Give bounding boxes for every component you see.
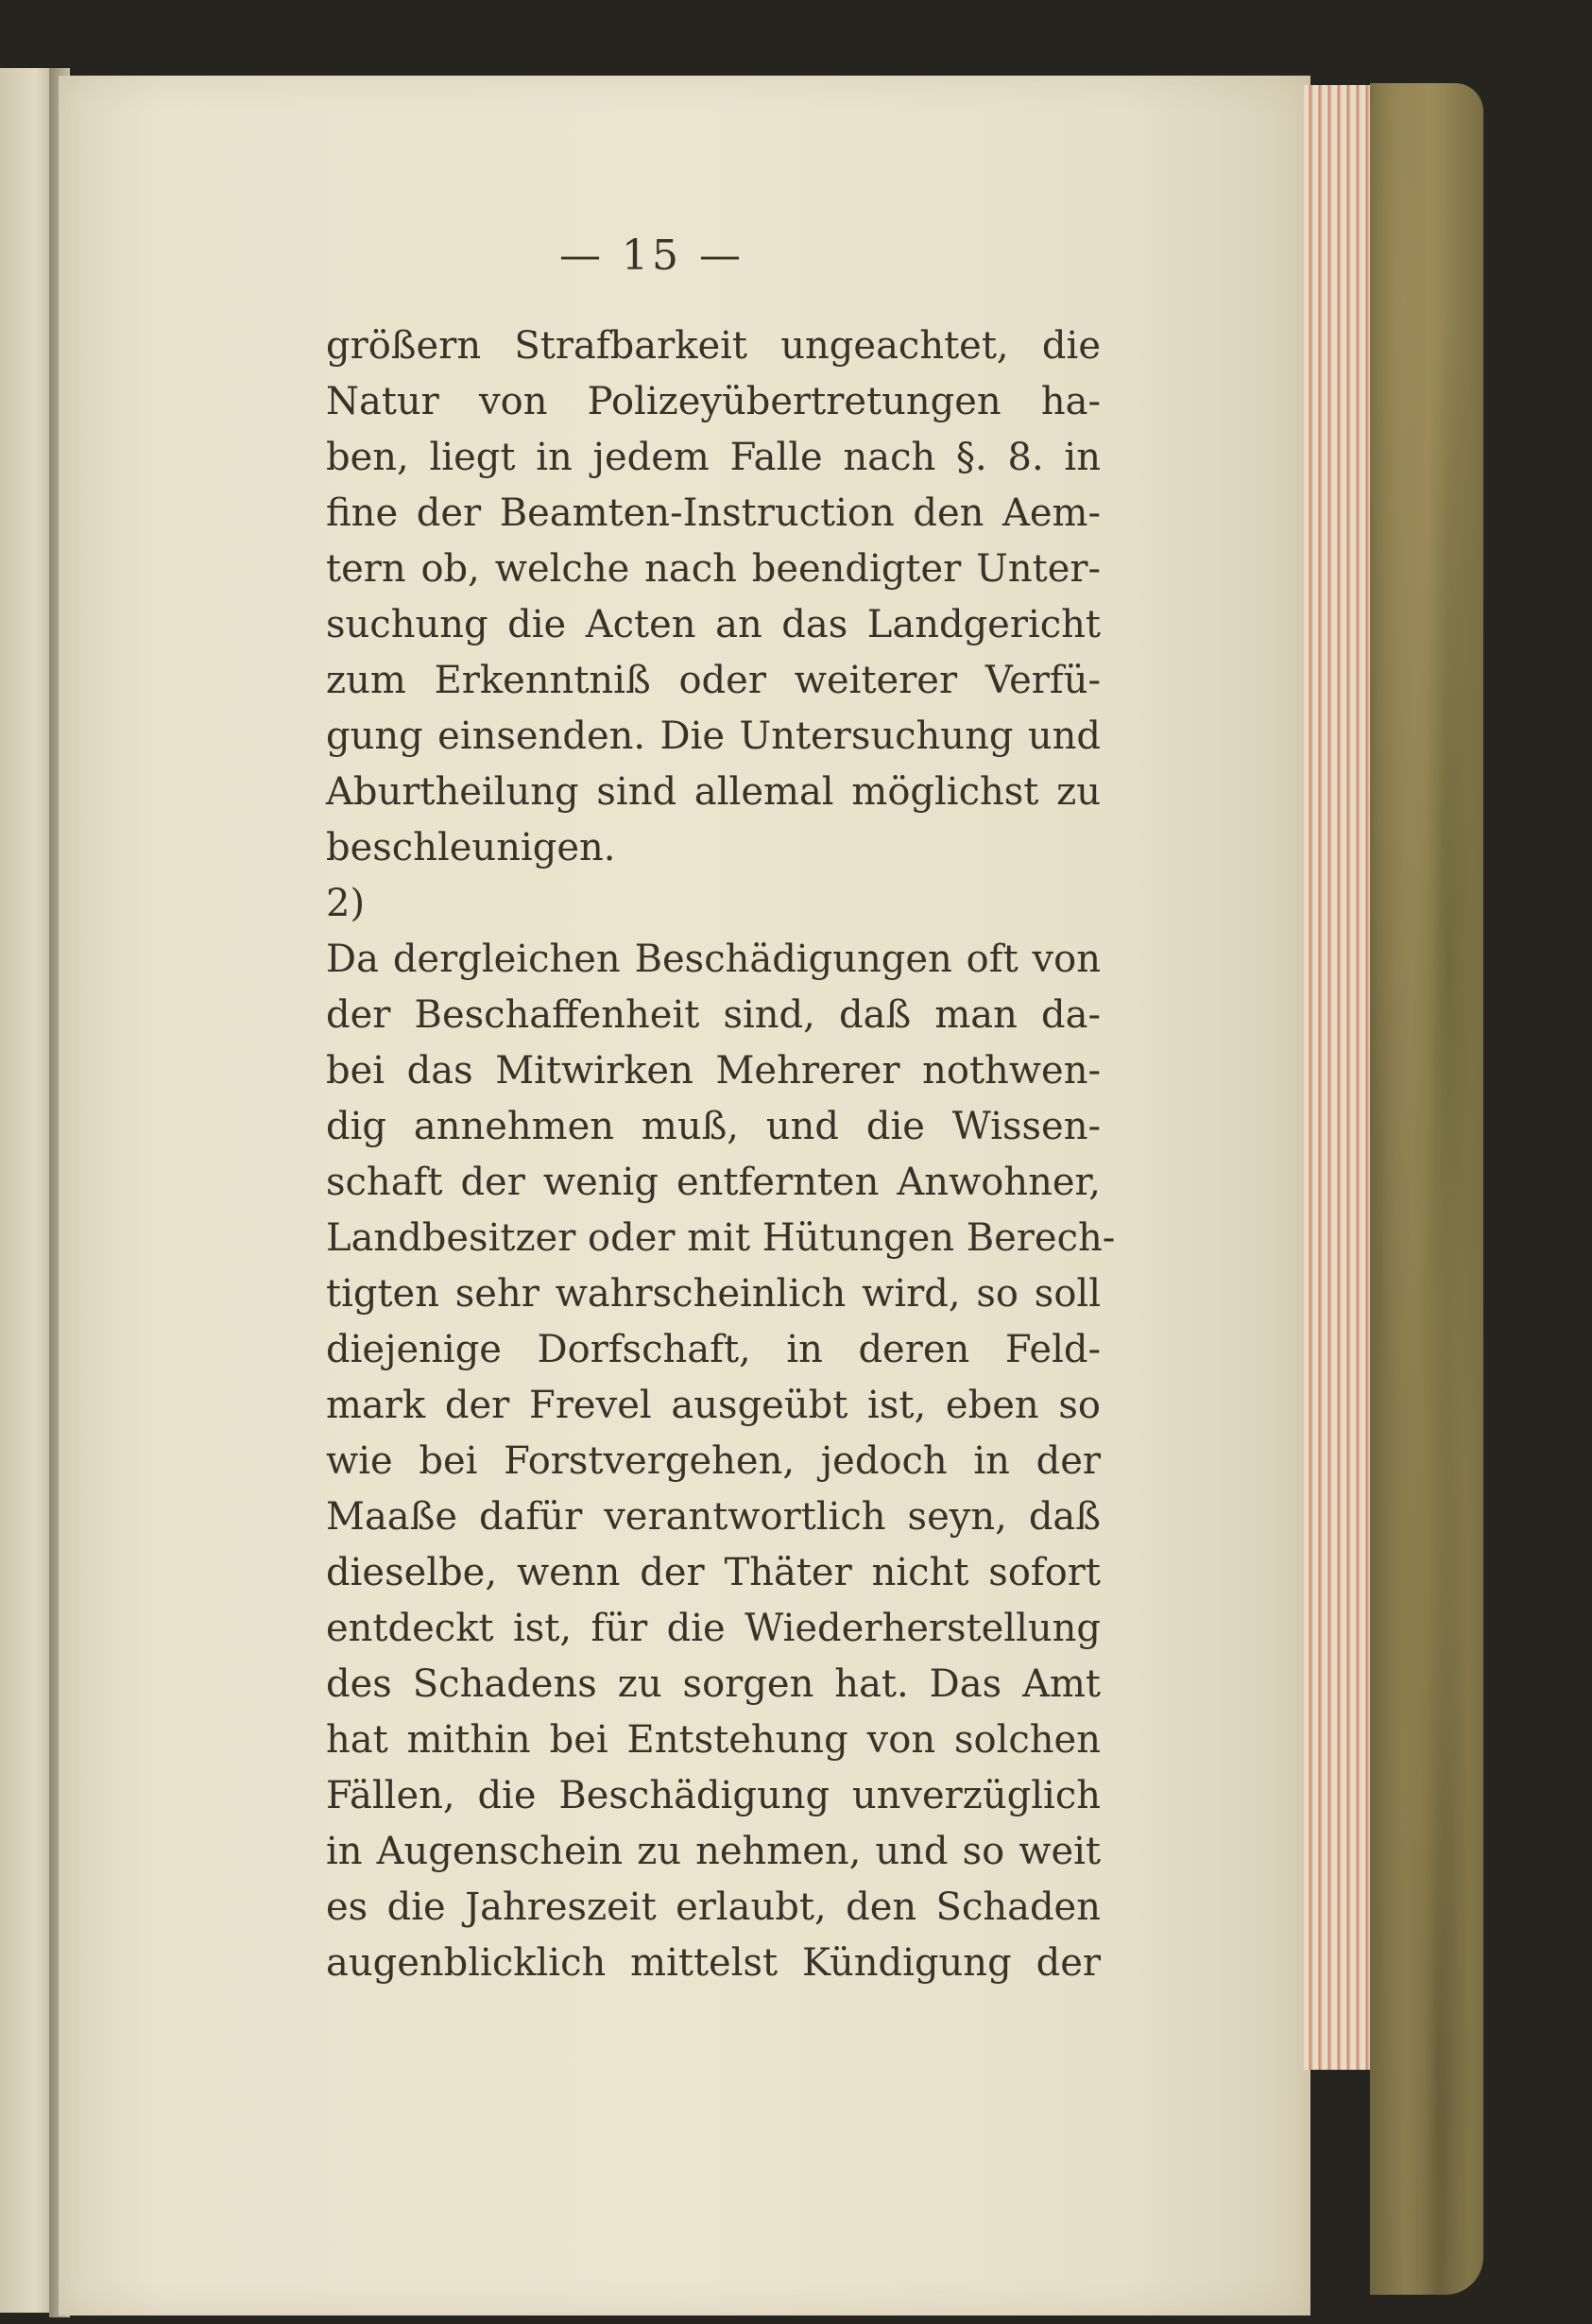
text-line: Fällen, die Beschädigung unverzüglich [326, 1774, 1101, 1817]
text-line: es die Jahreszeit erlaubt, den Schaden [326, 1885, 1101, 1929]
text-line: Landbesitzer oder mit Hütungen Berech- [326, 1216, 1116, 1260]
text-line: Aburtheilung sind allemal möglichst zu [326, 770, 1101, 814]
text-line: dieselbe, wenn der Thäter nicht sofort [326, 1551, 1101, 1594]
text-line: in Augenschein zu nehmen, und so weit [326, 1830, 1101, 1873]
text-line: Natur von Polizeyübertretungen ha- [326, 380, 1101, 423]
text-line: bei das Mitwirken Mehrerer nothwen- [326, 1049, 1101, 1093]
text-line: größern Strafbarkeit ungeachtet, die [326, 324, 1101, 368]
list-item [326, 876, 1101, 988]
text-line: suchung die Acten an das Landgericht [326, 603, 1101, 646]
text-line: entdeckt ist, für die Wiederherstellung [326, 1607, 1101, 1650]
text-block [326, 318, 1116, 1991]
text-line: mark der Frevel ausgeübt ist, eben so [326, 1384, 1101, 1427]
text-line: zum Erkenntniß oder weiterer Verfü- [326, 659, 1101, 702]
text-line: fine der Beamten-Instruction den Aem- [326, 491, 1101, 535]
marbled-cover [1370, 83, 1483, 2295]
text-line: Maaße dafür verantwortlich seyn, daß [326, 1495, 1101, 1539]
text-line: augenblicklich mittelst Kündigung der [326, 1941, 1101, 1985]
text-line: der Beschaffenheit sind, daß man da- [326, 993, 1101, 1037]
text-line: dig annehmen muß, und die Wissen- [326, 1105, 1101, 1148]
text-line: wie bei Forstvergehen, jedoch in der [326, 1439, 1101, 1483]
text-line: gung einsenden. Die Untersuchung und [326, 714, 1101, 758]
text-line: beschleunigen. [326, 826, 616, 869]
text-line: tigten sehr wahrscheinlich wird, so soll [326, 1272, 1101, 1316]
text-line: hat mithin bei Entstehung von solchen [326, 1718, 1101, 1762]
text-line: schaft der wenig entfernten Anwohner, [326, 1161, 1101, 1204]
text-line: Da dergleichen Beschädigungen oft von [326, 938, 1101, 981]
text-line: des Schadens zu sorgen hat. Das Amt [326, 1662, 1101, 1706]
text-line: diejenige Dorfschaft, in deren Feld- [326, 1328, 1101, 1371]
text-line: ben, liegt in jedem Falle nach §. 8. in [326, 436, 1101, 479]
page-number: — 15 — [559, 232, 745, 280]
text-line: tern ob, welche nach beendigter Unter- [326, 547, 1101, 591]
list-marker: 2) [326, 882, 366, 925]
